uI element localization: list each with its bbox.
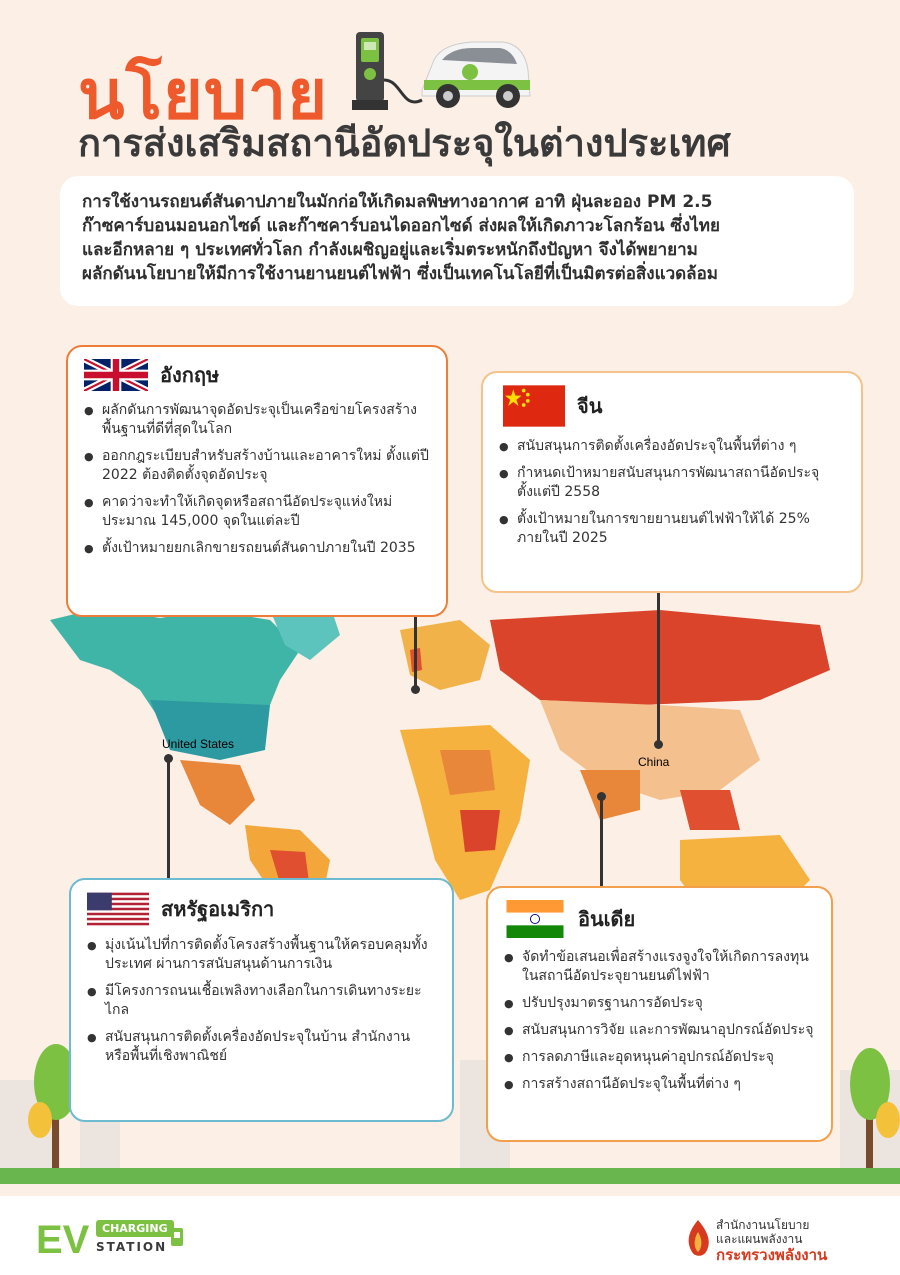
ev-charger-car-illustration (352, 30, 532, 114)
india-policy-card (486, 886, 833, 1142)
uk-card-title: อังกฤษ (160, 363, 220, 387)
list-item: ● ตั้งเป้าหมายยกเลิกขายรถยนต์สันดาปภายในปี 2035 (84, 539, 430, 558)
page-subtitle: การส่งเสริมสถานีอัดประจุในต่างประเทศ (78, 121, 731, 165)
uk-flag-icon (84, 359, 148, 391)
us-map-pin (164, 754, 173, 763)
ev-logo-charging: CHARGING (96, 1220, 174, 1237)
list-item: ● สนับสนุนการติดตั้งเครื่องอัดประจุในพื้นที่ต่าง ๆ (499, 437, 845, 456)
us-card-title: สหรัฐอเมริกา (161, 897, 275, 921)
china-policy-card (481, 371, 863, 593)
list-item: ● ออกกฎระเบียบสำหรับสร้างบ้านและอาคารใหม่ ตั้งแต่ปี 2022 ต้องติดตั้งจุดอัดประจุ (84, 447, 430, 485)
list-item: ● มุ่งเน้นไปที่การติดตั้งโครงสร้างพื้นฐานให้ครอบคลุมทั้งประเทศ ผ่านการสนับสนุนด้านการเงิน (87, 936, 436, 974)
us-flag-icon (87, 892, 149, 926)
india-policy-list (504, 948, 815, 1094)
china-map-pin (654, 740, 663, 749)
page-title: นโยบาย (78, 56, 329, 135)
intro-line: การใช้งานรถยนต์สันดาปภายในมักก่อให้เกิดมลพิษทางอากาศ อาทิ ฝุ่นละออง PM 2.5 (82, 192, 713, 212)
uk-policy-card (66, 345, 448, 617)
uk-map-pin (411, 685, 420, 694)
ground-strip (0, 1168, 900, 1184)
list-item: ● การลดภาษีและอุดหนุนค่าอุปกรณ์อัดประจุ (504, 1048, 815, 1067)
india-card-title: อินเดีย (578, 907, 636, 931)
india-flag-icon (504, 900, 566, 938)
us-policy-list (87, 936, 436, 1066)
map-label-china: China (638, 755, 670, 769)
org-name-line1: สำนักงานนโยบาย (716, 1218, 810, 1232)
plug-icon (170, 1226, 184, 1248)
list-item: ● สนับสนุนการวิจัย และการพัฒนาอุปกรณ์อัดประจุ (504, 1021, 815, 1040)
list-item: ● ปรับปรุงมาตรฐานการอัดประจุ (504, 994, 815, 1013)
us-policy-card (69, 878, 454, 1122)
org-name-line2: และแผนพลังงาน (716, 1232, 803, 1246)
list-item: ● ตั้งเป้าหมายในการขายยานยนต์ไฟฟ้าให้ได้ 25% ภายในปี 2025 (499, 510, 845, 548)
intro-line: ก๊าซคาร์บอนมอนอกไซด์ และก๊าซคาร์บอนไดออกไซด์ ส่งผลให้เกิดภาวะโลกร้อน ซึ่งไทย (82, 216, 720, 236)
tree-right-icon (842, 1044, 900, 1168)
uk-policy-list (84, 401, 430, 558)
list-item: ● สนับสนุนการติดตั้งเครื่องอัดประจุในบ้าน สำนักงาน หรือพื้นที่เชิงพาณิชย์ (87, 1028, 436, 1066)
map-label-us: United States (162, 737, 235, 751)
uk-leader-line (414, 617, 417, 689)
china-card-title: จีน (577, 394, 603, 418)
india-map-pin (597, 792, 606, 801)
list-item: ● มีโครงการถนนเชื้อเพลิงทางเลือกในการเดินทางระยะไกล (87, 982, 436, 1020)
ev-logo-station: STATION (96, 1240, 168, 1254)
list-item: ● จัดทำข้อเสนอเพื่อสร้างแรงจูงใจให้เกิดการลงทุนในสถานีอัดประจุยานยนต์ไฟฟ้า (504, 948, 815, 986)
list-item: ● กำหนดเป้าหมายสนับสนุนการพัฒนาสถานีอัดประจุ ตั้งแต่ปี 2558 (499, 464, 845, 502)
list-item: ● คาดว่าจะทำให้เกิดจุดหรือสถานีอัดประจุแห่งใหม่ประมาณ 145,000 จุดในแต่ละปี (84, 493, 430, 531)
intro-line: และอีกหลาย ๆ ประเทศทั่วโลก กำลังเผชิญอยู่และเริ่มตระหนักถึงปัญหา จึงได้พยายาม (82, 240, 698, 260)
us-leader-line (167, 758, 170, 878)
china-policy-list (499, 437, 845, 548)
list-item: ● การสร้างสถานีอัดประจุในพื้นที่ต่าง ๆ (504, 1075, 815, 1094)
china-leader-line (657, 593, 660, 743)
org-name-line3: กระทรวงพลังงาน (716, 1246, 828, 1264)
intro-line: ผลักดันนโยบายให้มีการใช้งานยานยนต์ไฟฟ้า ซึ่งเป็นเทคโนโลยีที่เป็นมิตรต่อสิ่งแวดล้อม (82, 264, 718, 284)
intro-paragraph (60, 176, 854, 306)
ev-logo-text: EV (36, 1218, 90, 1262)
india-leader-line (600, 796, 603, 886)
china-flag-icon (503, 385, 565, 427)
energy-ministry-flame-icon (684, 1218, 712, 1260)
list-item: ● ผลักดันการพัฒนาจุดอัดประจุเป็นเครือข่ายโครงสร้างพื้นฐานที่ดีที่สุดในโลก (84, 401, 430, 439)
